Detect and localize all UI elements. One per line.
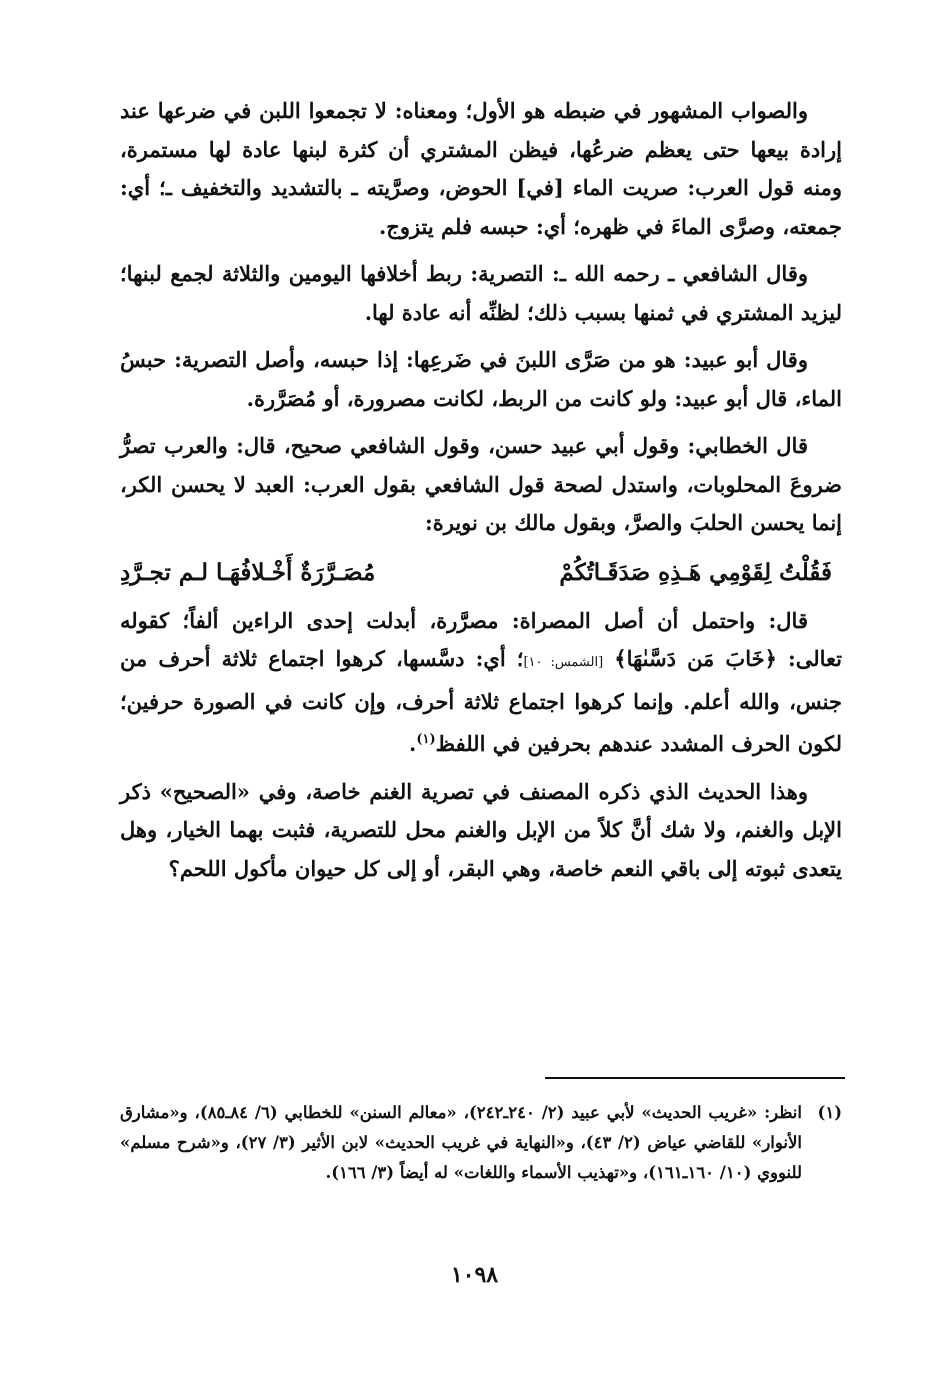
- verse-first-hemistich: فَقُلْتُ لِقَوْمِي هَـذِهِ صَدَقَـاتُكُمْ: [559, 558, 832, 586]
- footnote-reference[interactable]: (١): [416, 732, 436, 747]
- paragraph-2: وقال الشافعي ـ رحمه الله ـ: التصرية: ربط أخلافها اليومين والثلاثة لجمع لبنها؛ ليزيد المشتري في ثمنها بسبب ذلك؛ لظنِّه أنه عادة لها.: [120, 261, 842, 325]
- paragraph-5-part-1: قال: واحتمل أن أصل المصراة: مصرَّرة، أبدلت إحدى الراءين ألفاً؛ كقوله تعالى:: [120, 607, 843, 671]
- footnote-divider: [545, 1077, 845, 1079]
- footnote-text: انظر: «غريب الحديث» لأبي عبيد (٢/ ٢٤٠ـ٢٤٢)، «معالم السنن» للخطابي (٦/ ٨٤ـ٨٥)، و«مشارق الأنوار» للقاضي عياض (٢/ ٤٣)، و«النهاية في غريب الحديث» لابن الأثير (٣/ ٢٧)، و«شرح مسلم» للنووي (١٠/ ١٦٠ـ١٦١)، و«تهذيب الأسماء واللغات» له أيضاً (٣/ ١٦٦).: [120, 1103, 802, 1182]
- footnote-number: (١): [817, 1103, 842, 1122]
- paragraph-1: والصواب المشهور في ضبطه هو الأول؛ ومعناه: لا تجمعوا اللبن في ضرعها عند إرادة بيعها حتى يعظم ضرعُها، فيظن المشتري أن كثرة لبنها عادة لها مستمرة، ومنه قول العرب: صريت الماء [في] الحوض، وصرَّيته ـ بالتشديد والتخفيف ـ؛ أي: جمعته، وصرَّى الماءَ في ظهره؛ أي: حبسه فلم يتزوج.: [120, 98, 842, 239]
- quran-citation: [الشمس: ١٠]: [523, 655, 604, 670]
- page-number: ١٠٩٨: [450, 1262, 499, 1288]
- footnote-item: [120, 1098, 842, 1188]
- quran-quote: ﴿خَابَ مَن دَسَّىٰهَا﴾: [614, 646, 777, 671]
- paragraph-5: [120, 602, 842, 764]
- paragraph-5-end: .: [409, 731, 417, 756]
- main-text: [120, 92, 842, 897]
- paragraph-3: وقال أبو عبيد: هو من صَرَّى اللبنَ في ضَرعِها: إذا حبسه، وأصل التصرية: حبسُ الماء، قال أبو عبيد: ولو كانت من الربط، لكانت مصرورة، أو مُصَرَّرة.: [120, 347, 842, 411]
- poetry-verse: [120, 552, 842, 594]
- paragraph-4: قال الخطابي: وقول أبي عبيد حسن، وقول الشافعي صحيح، قال: والعرب تصرُّ ضروعَ المحلوبات، واستدل لصحة قول الشافعي بقول العرب: العبد لا يحسن الكر، إنما يحسن الحلبَ والصرَّ، وبقول مالك بن نويرة:: [120, 433, 842, 535]
- paragraph-5-part-2: ؛ أي: دسَّسها، كرهوا اجتماع ثلاثة أحرف من جنس، والله أعلم. وإنما كرهوا اجتماع ثلاثة أحرف، وإن كانت في الصورة حرفين؛ لكون الحرف المشدد عندهم بحرفين في اللفظ: [120, 646, 842, 756]
- footnotes: [120, 1098, 842, 1188]
- paragraph-6: وهذا الحديث الذي ذكره المصنف في تصرية الغنم خاصة، وفي «الصحيح» ذكر الإبل والغنم، ولا شك أنَّ كلاً من الإبل والغنم محل للتصرية، فثبت بهما الخيار، وهل يتعدى ثبوته إلى باقي النعم خاصة، وهي البقر، أو إلى كل حيوان مأكول اللحم؟: [120, 778, 842, 881]
- verse-second-hemistich: مُصَـرَّرَةٌ أَخْـلافُهَـا لـم تجـرَّدِ: [120, 558, 376, 586]
